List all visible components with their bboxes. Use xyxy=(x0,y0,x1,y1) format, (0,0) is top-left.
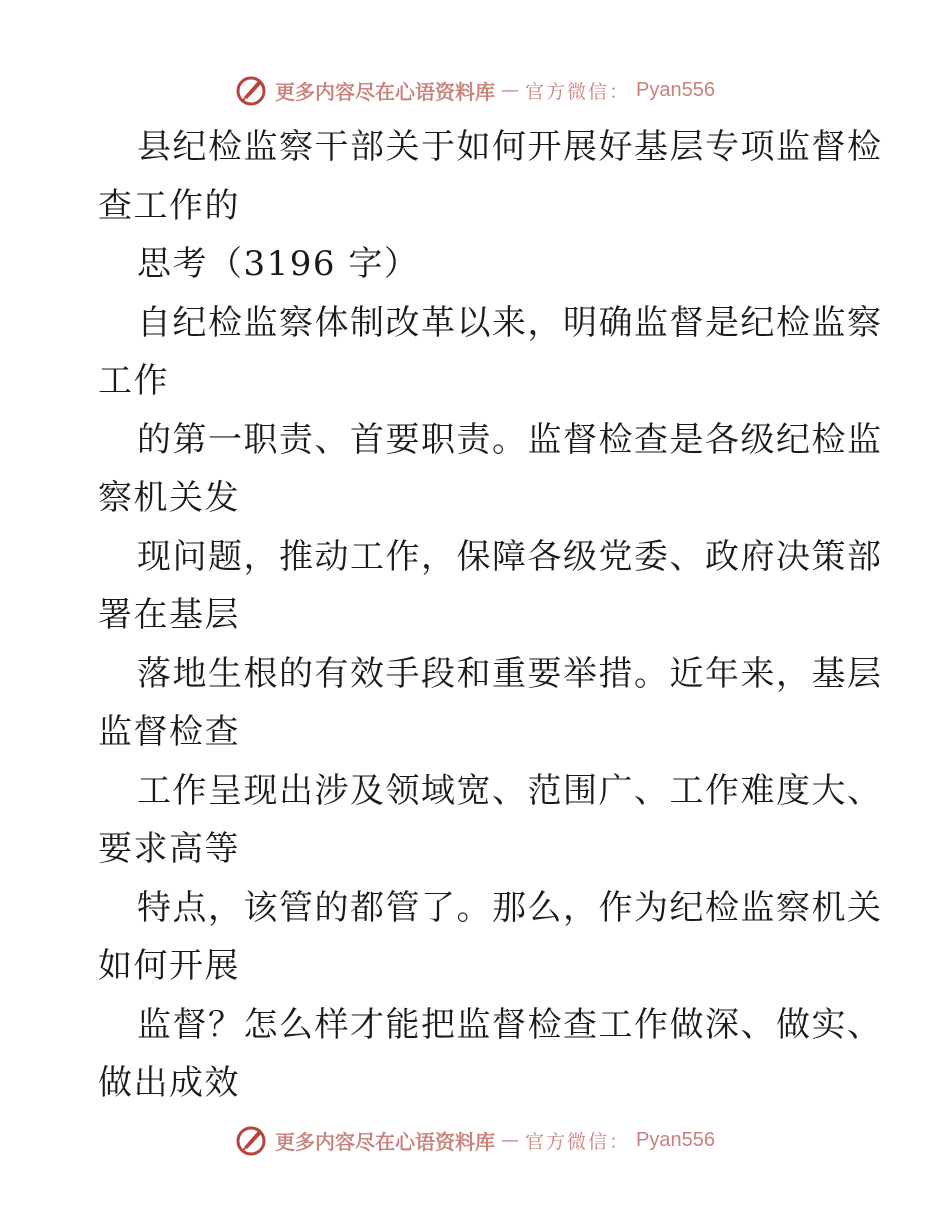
banner-wechat-id: Pyan556 xyxy=(636,1128,715,1151)
footer-banner xyxy=(0,1120,950,1160)
text-line: 署在基层 xyxy=(98,595,240,635)
document-body xyxy=(98,118,883,1113)
text-line: 查工作的 xyxy=(98,185,240,226)
text-line: 如何开展 xyxy=(98,946,240,986)
text-line: 监督？怎么样才能把监督检查工作做深、做实、 xyxy=(137,1004,883,1045)
text-line: 落地生根的有效手段和重要举措。近年来，基层 xyxy=(137,653,883,694)
banner-wechat-label: 官方微信： xyxy=(525,80,631,103)
text-line: 工作 xyxy=(98,361,169,401)
quill-logo-icon xyxy=(235,1123,269,1157)
text-line: 现问题，推动工作，保障各级党委、政府决策部 xyxy=(137,536,883,577)
text-line: 工作呈现出涉及领域宽、范围广、工作难度大、 xyxy=(137,770,883,811)
banner-brand: 更多内容尽在心语资料库 xyxy=(275,1129,495,1154)
banner-wechat-label: 官方微信： xyxy=(525,1130,631,1153)
text-line: 察机关发 xyxy=(98,478,240,518)
text-line: 县纪检监察干部关于如何开展好基层专项监督检 xyxy=(137,127,883,167)
banner-content xyxy=(235,1123,715,1157)
banner-brand: 更多内容尽在心语资料库 xyxy=(275,79,495,104)
text-line: 要求高等 xyxy=(98,829,240,869)
banner-separator: — xyxy=(501,1129,519,1151)
text-line: 的第一职责、首要职责。监督检查是各级纪检监 xyxy=(137,419,883,460)
text-line: 特点，该管的都管了。那么，作为纪检监察机关 xyxy=(137,887,883,928)
banner-separator: — xyxy=(501,79,519,101)
banner-wechat-id: Pyan556 xyxy=(636,78,715,101)
header-banner xyxy=(0,70,950,110)
text-line: 自纪检监察体制改革以来，明确监督是纪检监察 xyxy=(137,302,883,343)
text-line: 做出成效 xyxy=(98,1063,240,1103)
text-line: 监督检查 xyxy=(98,712,240,752)
banner-content xyxy=(235,73,715,107)
text-line: 思考（3196 字） xyxy=(137,244,420,284)
quill-logo-icon xyxy=(235,73,269,107)
